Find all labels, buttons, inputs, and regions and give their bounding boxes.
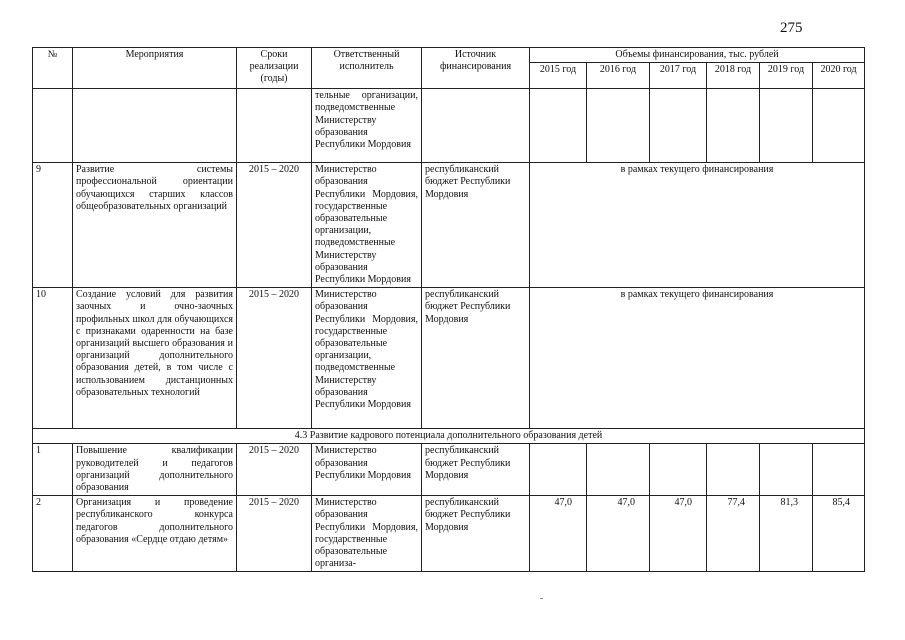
header-year: 2015 год <box>530 63 587 89</box>
row-event: Повышение квалификации руководителей и педагогов организаций дополнительного образования <box>73 444 237 496</box>
row-num: 9 <box>33 163 73 288</box>
header-funding: Объемы финансирования, тыс. рублей <box>530 48 865 63</box>
row-funding-note: в рамках текущего финансирования <box>530 163 865 288</box>
row-num: 10 <box>33 288 73 429</box>
row-funding-note: в рамках текущего финансирования <box>530 288 865 429</box>
row-executor: Министерство образования Республики Мордовия, государственные образовательные организа- <box>312 496 422 572</box>
header-executor: Ответственный исполнитель <box>312 48 422 89</box>
header-num: № <box>33 48 73 89</box>
header-event: Мероприятия <box>73 48 237 89</box>
header-year: 2016 год <box>587 63 650 89</box>
header-terms: Сроки реализации (годы) <box>237 48 312 89</box>
row-source: республиканский бюджет Республики Мордовия <box>422 163 530 288</box>
table-row <box>33 496 865 572</box>
row-event: Развитие системы профессиональной ориентации обучающихся старших классов общеобразовательных организаций <box>73 163 237 288</box>
row-num: 1 <box>33 444 73 496</box>
row-terms: 2015 – 2020 <box>237 288 312 429</box>
row-terms: 2015 – 2020 <box>237 163 312 288</box>
row-event: Организация и проведение республиканского конкурса педагогов дополнительного образования «Сердце отдаю детям» <box>73 496 237 572</box>
row-source: республиканский бюджет Республики Мордовия <box>422 444 530 496</box>
header-year: 2020 год <box>813 63 865 89</box>
row-event: Создание условий для развития заочных и очно-заочных профильных школ для обучающихся с признаками одаренности на базе организаций высшего образования и организаций дополнительного образования детей, в том числе с использованием дистанционных образовательных технологий <box>73 288 237 429</box>
value-2018: 77,4 <box>707 496 760 572</box>
row-source: республиканский бюджет Республики Мордовия <box>422 288 530 429</box>
value-2017: 47,0 <box>650 496 707 572</box>
table-row <box>33 163 865 288</box>
header-source: Источник финансирования <box>422 48 530 89</box>
row-executor: Министерство образования Республики Мордовия <box>312 444 422 496</box>
value-2015: 47,0 <box>530 496 587 572</box>
row-source: республиканский бюджет Республики Мордовия <box>422 496 530 572</box>
value-2020: 85,4 <box>813 496 865 572</box>
row-terms: 2015 – 2020 <box>237 444 312 496</box>
table-row <box>33 288 865 429</box>
table-row <box>33 444 865 496</box>
value-2019: 81,3 <box>760 496 813 572</box>
section-row <box>33 429 865 444</box>
scan-speck <box>540 598 543 599</box>
header-year: 2017 год <box>650 63 707 89</box>
funding-table <box>32 47 865 572</box>
row-executor: Министерство образования Республики Мордовия, государственные образовательные организации, подведомственные Министерству образования Республики Мордовия <box>312 288 422 429</box>
page-number: 275 <box>780 20 803 36</box>
cont-executor: тельные организации, подведомственные Министерству образования Республики Мордовия <box>312 89 422 163</box>
header-year: 2019 год <box>760 63 813 89</box>
section-title: 4.3 Развитие кадрового потенциала дополнительного образования детей <box>33 429 865 444</box>
header-year: 2018 год <box>707 63 760 89</box>
row-executor: Министерство образования Республики Мордовия, государственные образовательные организации, подведомственные Министерству образования Республики Мордовия <box>312 163 422 288</box>
row-terms: 2015 – 2020 <box>237 496 312 572</box>
table-row <box>33 89 865 163</box>
row-num: 2 <box>33 496 73 572</box>
value-2016: 47,0 <box>587 496 650 572</box>
